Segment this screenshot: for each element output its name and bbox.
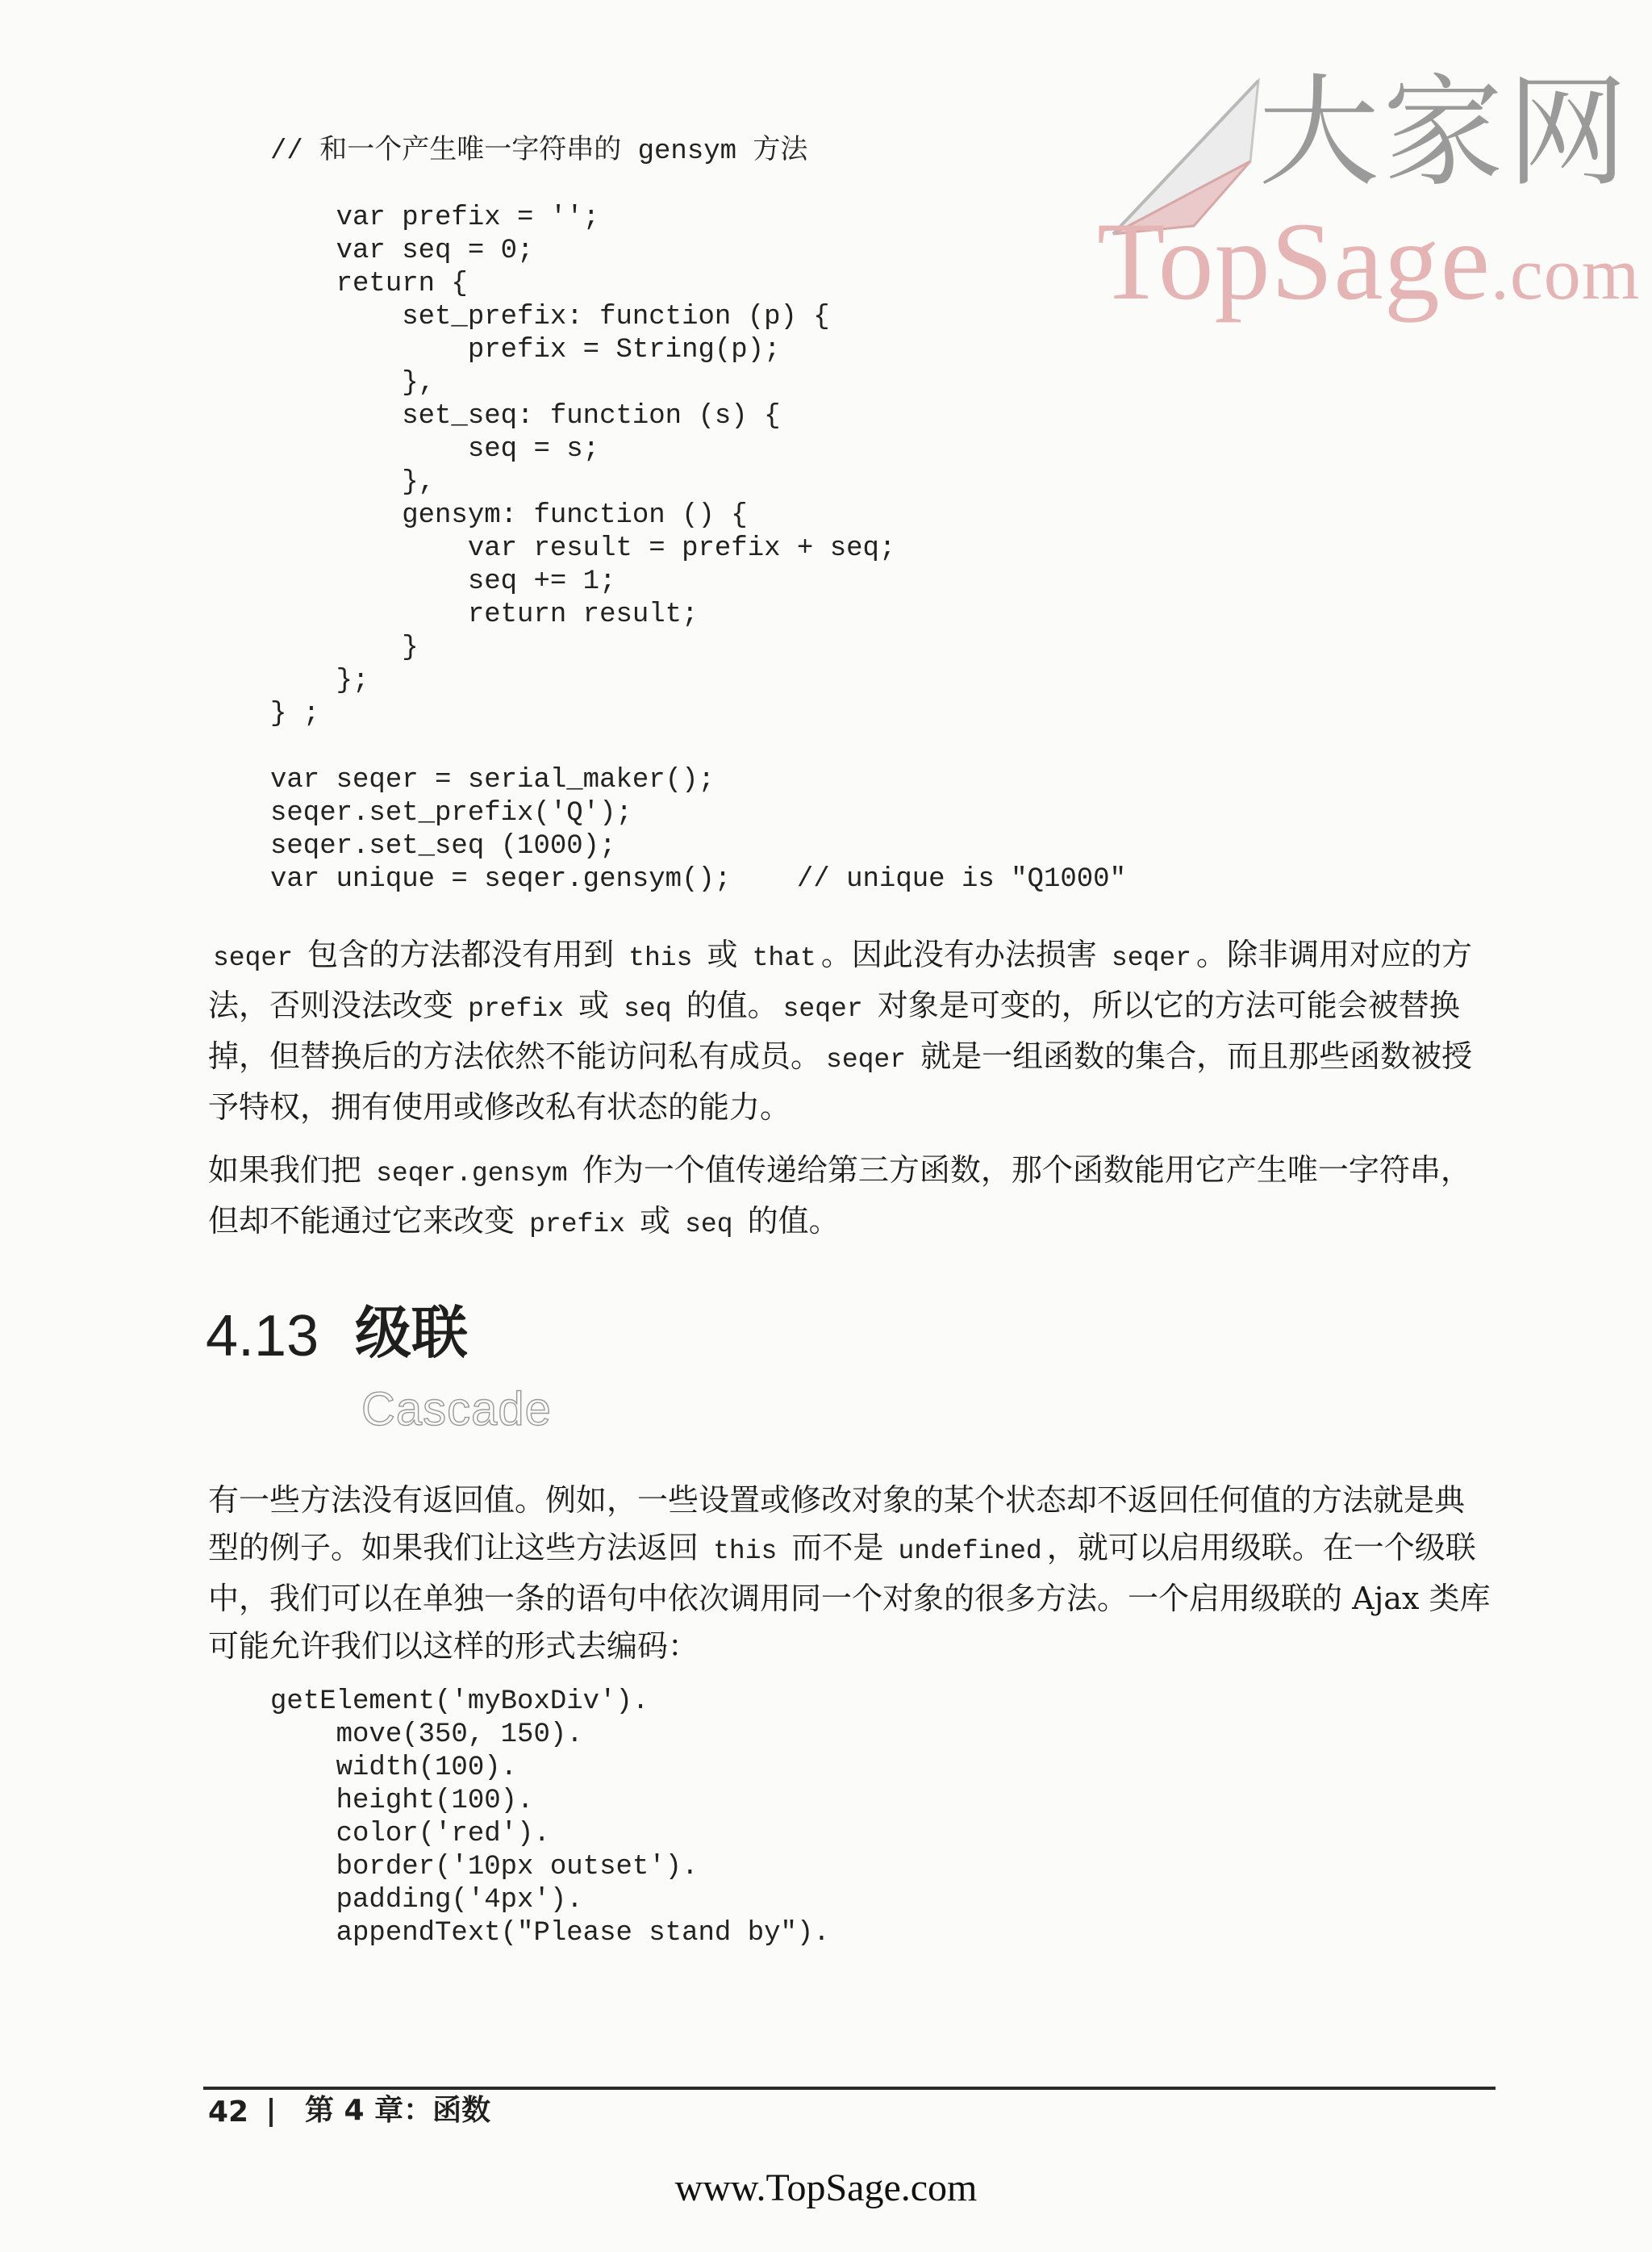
code-line: }, (270, 467, 436, 498)
code-line: // 和一个产生唯一字符串的 gensym 方法 (270, 136, 808, 167)
logo-brand-suffix: .com (1490, 232, 1641, 315)
code-line: return result; (270, 600, 699, 630)
inline-code: prefix (529, 1210, 625, 1239)
code-line: appendText("Please stand by"). (270, 1918, 830, 1949)
code-line: var seqer = serial_maker(); (270, 765, 715, 796)
code-line: }, (270, 368, 436, 399)
code-line: } ; (270, 699, 320, 729)
footer-rule (203, 2087, 1496, 2090)
inline-code: this (713, 1536, 778, 1566)
text-run: 或 (629, 1203, 681, 1239)
inline-code: seqer (213, 943, 294, 973)
inline-code: prefix (468, 994, 564, 1024)
code-line (270, 169, 286, 200)
code-line: set_seq: function (s) { (270, 401, 781, 432)
inline-code: seqer (826, 1045, 907, 1075)
code-line: var seq = 0; (270, 236, 534, 266)
topsage-watermark-logo (1097, 56, 1641, 323)
text-run: 或 (568, 988, 620, 1023)
code-line: color('red'). (270, 1819, 550, 1849)
text-run: 而不是 (782, 1530, 894, 1565)
logo-english-text (1097, 199, 1641, 323)
page-number: 42 (208, 2095, 249, 2129)
code-line: var unique = seqer.gensym(); // unique is "Q1000" (270, 864, 1126, 895)
code-line: return { (270, 269, 468, 299)
inline-code: seqer.gensym (376, 1159, 568, 1189)
inline-code: undefined (898, 1536, 1042, 1566)
inline-code: seqer (782, 994, 863, 1024)
code-line: border('10px outset'). (270, 1852, 699, 1882)
code-line: var prefix = ''; (270, 203, 600, 233)
paragraph-gensym-third-party (208, 1147, 1491, 1248)
section-number: 4.13 (206, 1304, 319, 1368)
section-subtitle: Cascade (361, 1383, 552, 1435)
code-line: }; (270, 666, 369, 696)
paragraph-seqer-methods (208, 931, 1491, 1131)
logo-chinese-text: 大家网 (1258, 63, 1632, 203)
code-line (270, 732, 286, 763)
code-line: move(350, 150). (270, 1719, 583, 1750)
code-line: width(100). (270, 1753, 518, 1783)
code-line: height(100). (270, 1786, 534, 1816)
footer-chapter-title: 第 4 章：函数 (305, 2094, 491, 2127)
code-line: set_prefix: function (p) { (270, 302, 830, 332)
code-line: seq = s; (270, 434, 600, 465)
paragraph-cascade-intro (208, 1477, 1491, 1670)
text-run: ，就可以启用级联。在一个级联中，我们可以在单独一条的语句中依次调用同一个对象的很多方法。一个启用级联的 Ajax 类库可能允许我们以这样的形式去编码： (208, 1530, 1491, 1664)
code-line: getElement('myBoxDiv'). (270, 1686, 649, 1717)
site-url-watermark: www.TopSage.com (674, 2166, 978, 2209)
text-run: 如果我们把 (208, 1152, 372, 1188)
text-run: 就是一组函数的集合，而且那些函数被授予特权，拥有使用或修改私有状态的能力。 (208, 1038, 1473, 1125)
text-run: 。除非调用对应的方法，否则没法改变 (208, 937, 1472, 1023)
code-line: gensym: function () { (270, 500, 748, 531)
inline-code: seq (685, 1210, 733, 1239)
logo-brand-name: TopSage (1097, 199, 1491, 323)
text-run: 作为一个值传递给第三方函数，那个函数能用它产生唯一字符串，但却不能通过它来改变 (208, 1152, 1471, 1239)
code-line: var result = prefix + seq; (270, 533, 896, 564)
inline-code: this (628, 943, 693, 973)
text-run: 对象是可变的，所以它的方法可能会被替换掉，但替换后的方法依然不能访问私有成员。 (208, 988, 1460, 1074)
code-line: prefix = String(p); (270, 335, 781, 366)
code-block-cascade-example (270, 1686, 830, 1950)
text-run: 的值。 (676, 988, 778, 1023)
code-line: } (270, 633, 419, 663)
inline-code: that (752, 943, 816, 973)
text-run: 包含的方法都没有用到 (298, 937, 624, 972)
section-title: 级联 (355, 1300, 468, 1366)
text-run: 的值。 (737, 1203, 840, 1239)
text-run: 有一些方法没有返回值。例如，一些设置或修改对象的某个状态却不返回任何值的方法就是典型的例子。如果我们让这些方法返回 (208, 1482, 1466, 1565)
code-block-serial-maker (270, 136, 1126, 896)
code-line: seqer.set_prefix('Q'); (270, 798, 632, 829)
code-line: padding('4px'). (270, 1885, 583, 1916)
footer-separator (269, 2098, 273, 2127)
inline-code: seq (624, 994, 672, 1024)
text-run: 或 (697, 937, 748, 972)
text-run: 。因此没有办法损害 (820, 937, 1107, 972)
code-line: seqer.set_seq (1000); (270, 831, 616, 862)
code-line: seq += 1; (270, 566, 616, 597)
inline-code: seqer (1111, 943, 1191, 973)
